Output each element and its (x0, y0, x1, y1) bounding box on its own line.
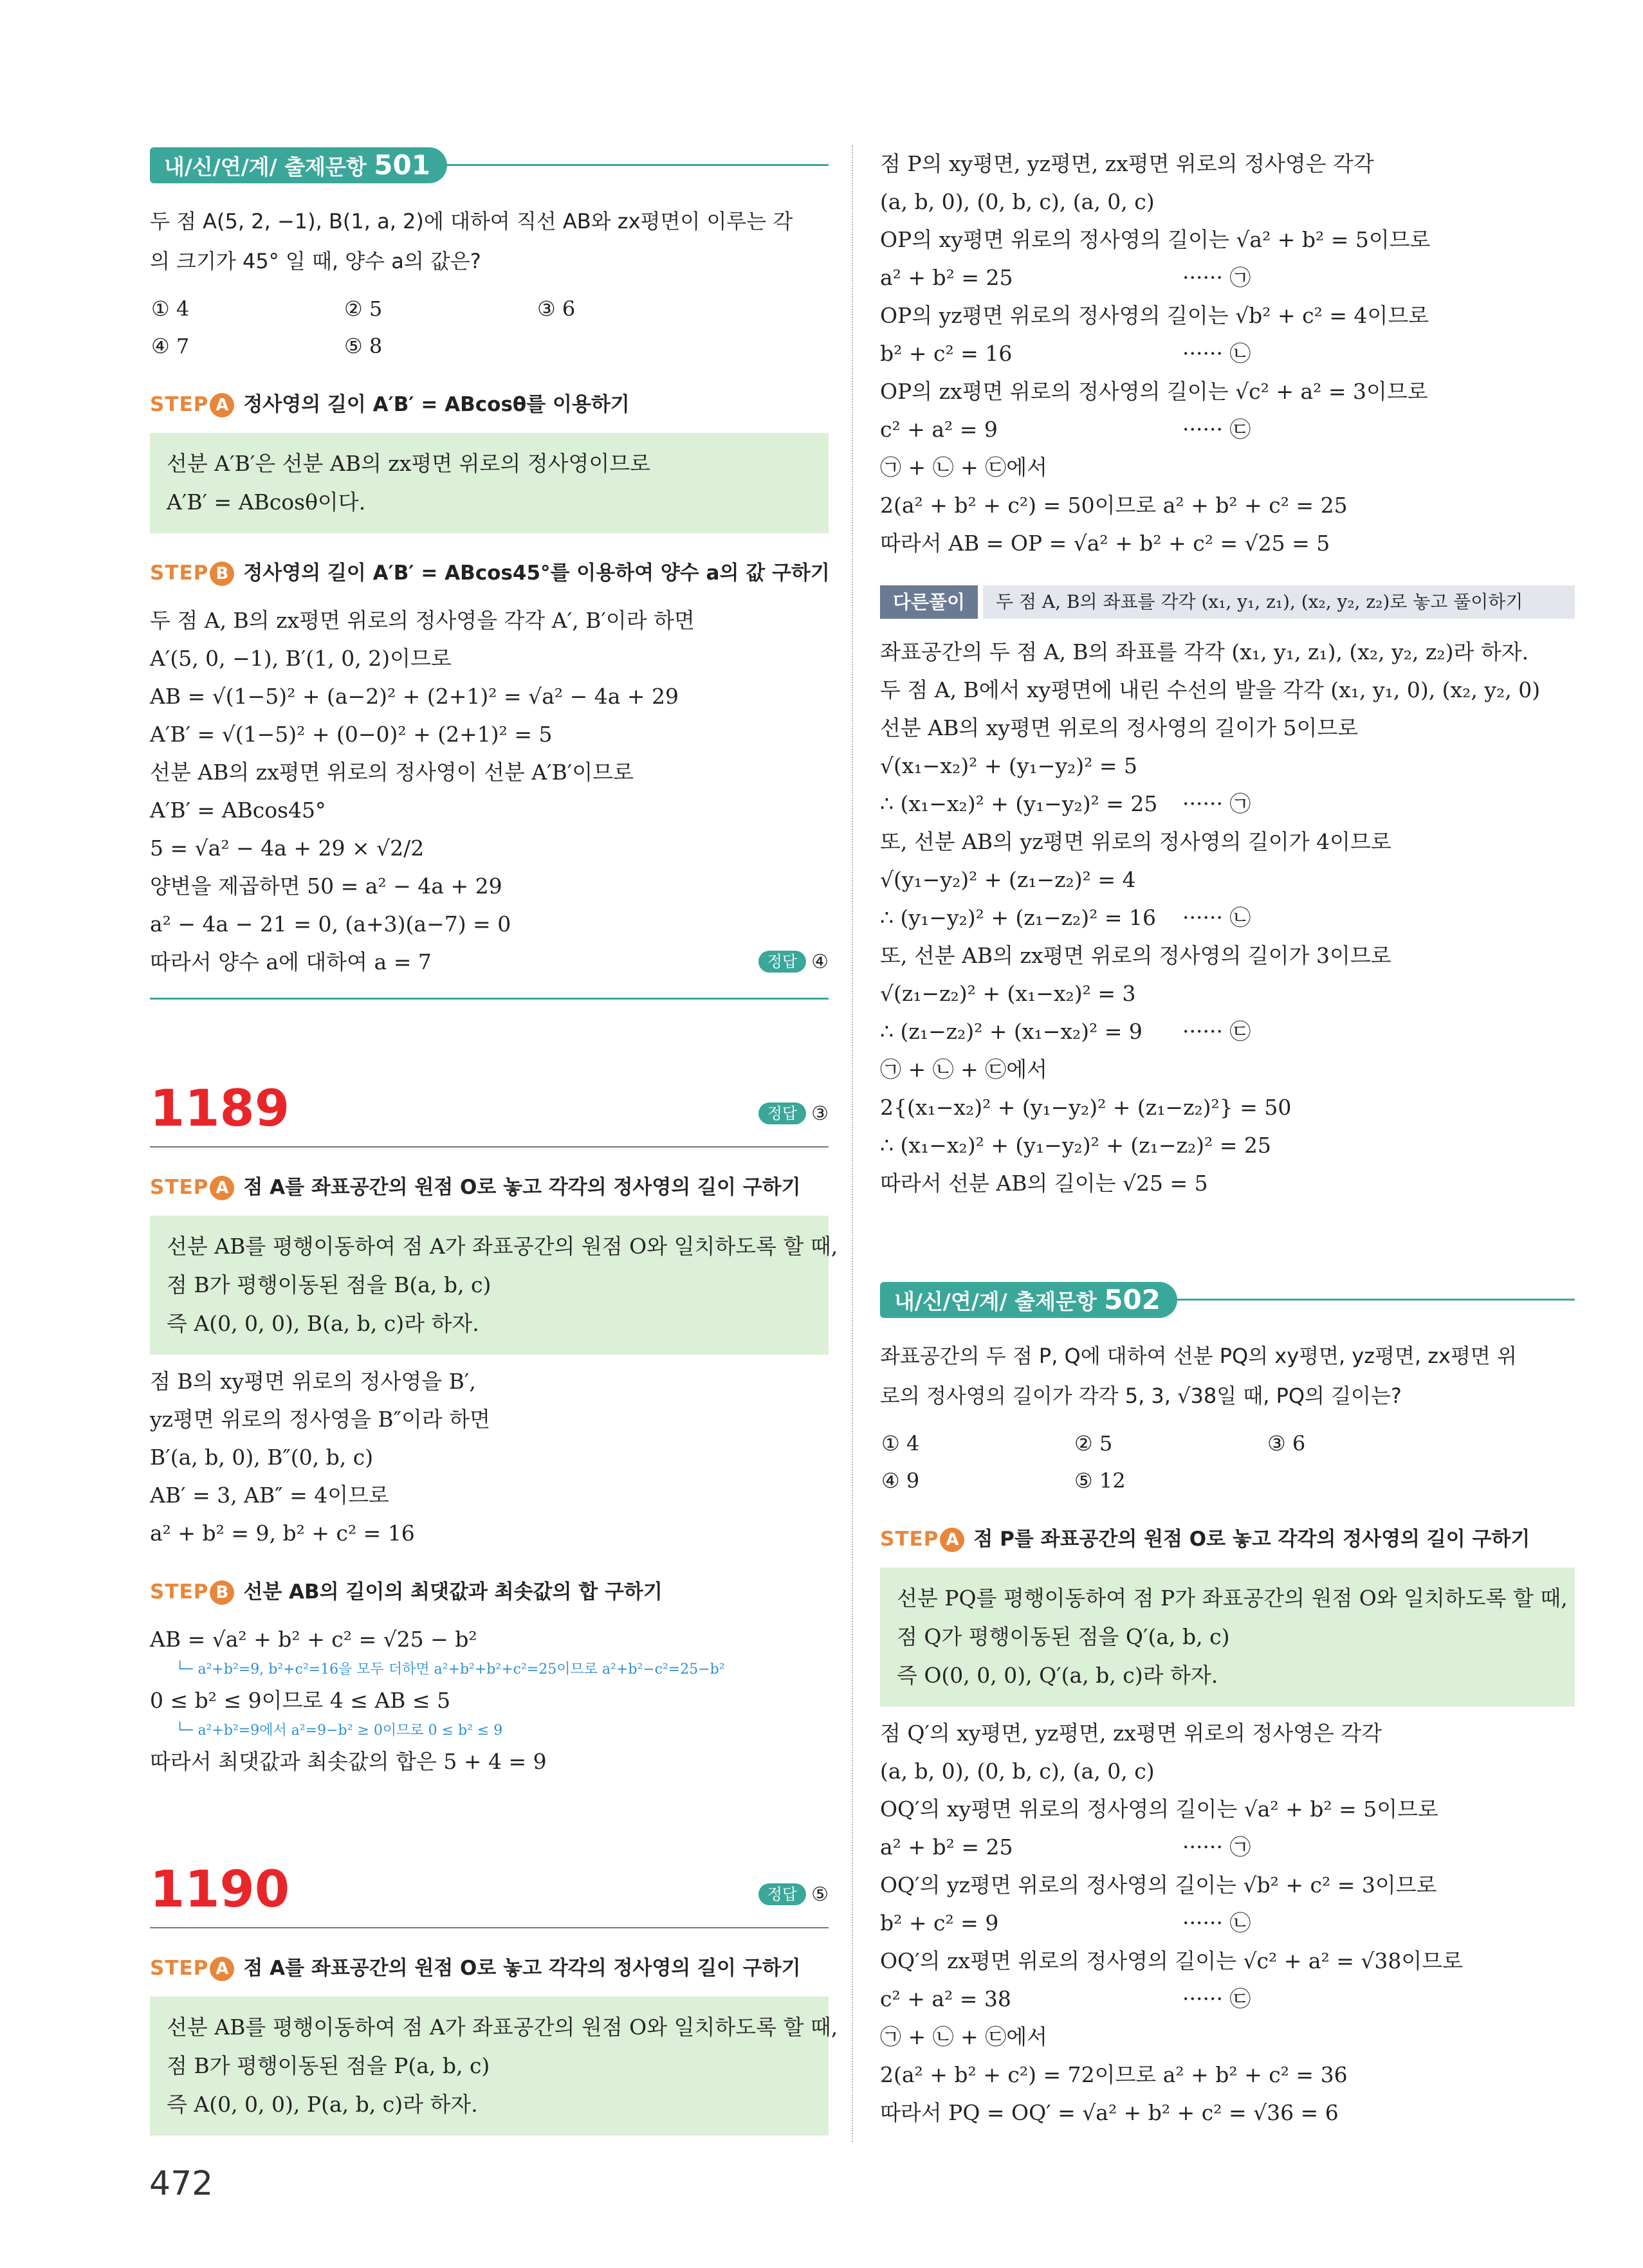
box-line: 즉 O(0, 0, 0), Q′(a, b, c)라 하자. (897, 1663, 1218, 1688)
alternative-solution-tag: 다른풀이 (880, 585, 978, 619)
solution-line (880, 2094, 1575, 2132)
step-label: STEP (880, 1528, 939, 1551)
solution-text: ∴ (x₁−x₂)² + (y₁−y₂)² = 25 (880, 791, 1158, 816)
equation-marker: ······ ㉡ (1182, 341, 1251, 366)
step-label: STEP (150, 562, 209, 585)
problem-1189-header (150, 1077, 829, 1148)
solution-text: ㉠ + ㉡ + ㉢에서 (880, 2024, 1048, 2049)
solution-line (880, 2018, 1575, 2056)
problem-1190-header (150, 1858, 829, 1928)
solution-line (880, 861, 1575, 899)
step-letter-badge: A (210, 1957, 234, 1981)
solution-line: B′(a, b, 0), B″(0, b, c) (150, 1445, 374, 1470)
solution-line (880, 372, 1575, 410)
solution-line: AB = √a² + b² + c² = √25 − b² (150, 1627, 477, 1652)
page-number: 472 (149, 2164, 214, 2203)
solution-text: √(x₁−x₂)² + (y₁−y₂)² = 5 (880, 753, 1137, 778)
solution-line (880, 709, 1575, 747)
solution-text: 선분 AB의 xy평면 위로의 정사영의 길이가 5이므로 (880, 715, 1359, 740)
step-title: 선분 AB의 길이의 최댓값과 최솟값의 합 구하기 (243, 1580, 663, 1604)
answer-value: ⑤ (811, 1883, 829, 1906)
solution-line (880, 671, 1575, 709)
solution-line: A′(5, 0, −1), B′(1, 0, 2)이므로 (150, 646, 452, 671)
step-title: 점 A를 좌표공간의 원점 O로 놓고 각각의 정사영의 길이 구하기 (243, 1176, 801, 1199)
problem-1190-solution (880, 145, 1575, 562)
solution-line: 양변을 제곱하면 50 = a² − 4a + 29 (150, 873, 502, 899)
answer-options (881, 1425, 1575, 1499)
solution-text: c² + a² = 9 (880, 417, 998, 442)
solution-line (880, 785, 1575, 823)
equation-marker: ······ ㉠ (1182, 265, 1251, 290)
step-letter-badge: A (940, 1528, 964, 1552)
solution-text: 점 Q′의 xy평면, yz평면, zx평면 위로의 정사영은 각각 (880, 1721, 1382, 1746)
box-line: A′B′ = ABcosθ이다. (167, 489, 366, 515)
solution-line (880, 297, 1575, 334)
step-letter-badge: A (210, 1176, 234, 1200)
step-letter-badge: B (210, 562, 234, 586)
step-title: 점 A를 좌표공간의 원점 O로 놓고 각각의 정사영의 길이 구하기 (243, 1957, 801, 1980)
solution-text: 두 점 A, B에서 xy평면에 내린 수선의 발을 각각 (x₁, y₁, 0), (x₂, y₂, 0) (880, 677, 1541, 702)
solution-line: yz평면 위로의 정사영을 B″이라 하면 (150, 1407, 490, 1432)
problem-number: 1190 (150, 1861, 290, 1919)
solution-line (880, 1790, 1575, 1828)
solution-line (880, 1050, 1575, 1088)
solution-line (880, 823, 1575, 861)
solution-line (880, 633, 1575, 671)
solution-text: √(y₁−y₂)² + (z₁−z₂)² = 4 (880, 867, 1136, 892)
step-b-heading (150, 555, 829, 591)
solution-text: OP의 yz평면 위로의 정사영의 길이는 √b² + c² = 4이므로 (880, 303, 1429, 328)
solution-line (880, 747, 1575, 785)
solution-line: a² + b² = 9, b² + c² = 16 (150, 1521, 415, 1546)
solution-line (880, 974, 1575, 1012)
solution-text: ∴ (x₁−x₂)² + (y₁−y₂)² + (z₁−z₂)² = 25 (880, 1133, 1271, 1158)
solution-line: 따라서 양수 a에 대하여 a = 7 (150, 949, 432, 974)
solution-line (880, 1714, 1575, 1752)
equation-marker: ······ ㉡ (1182, 905, 1251, 930)
solution-text: 따라서 선분 AB의 길이는 √25 = 5 (880, 1171, 1208, 1196)
answer-badge (758, 943, 829, 981)
equation-marker: ······ ㉢ (1182, 1019, 1251, 1044)
solution-line (880, 937, 1575, 974)
option-2: ② 5 (344, 297, 383, 321)
solution-line: AB′ = 3, AB″ = 4이므로 (150, 1483, 389, 1508)
option-2: ② 5 (1074, 1431, 1113, 1456)
solution-line (880, 410, 1575, 448)
option-5: ⑤ 12 (1074, 1468, 1126, 1493)
alternative-solution (880, 633, 1575, 1202)
alternative-solution-title: 두 점 A, B의 좌표를 각각 (x₁, y₁, z₁), (x₂, y₂, z₂)로 놓고 풀이하기 (983, 585, 1575, 619)
solution-text: ㉠ + ㉡ + ㉢에서 (880, 455, 1048, 480)
solution-line: AB = √(1−5)² + (a−2)² + (2+1)² = √a² − 4a + 29 (150, 684, 679, 709)
step-b-heading (150, 1574, 829, 1610)
solution-text: OQ′의 yz평면 위로의 정사영의 길이는 √b² + c² = 3이므로 (880, 1872, 1437, 1898)
hint-note: └─ a²+b²=9에서 a²=9−b² ≥ 0이므로 0 ≤ b² ≤ 9 (176, 1719, 829, 1742)
option-1: ① 4 (151, 297, 190, 321)
option-3: ③ 6 (537, 297, 576, 321)
problem-number: 1189 (150, 1080, 290, 1138)
option-4: ④ 9 (881, 1468, 920, 1493)
step-title: 정사영의 길이 A′B′ = ABcosθ를 이용하기 (243, 393, 630, 416)
answer-options (151, 290, 829, 365)
solution-text: (a, b, 0), (0, b, c), (a, 0, c) (880, 1759, 1155, 1784)
box-line: 선분 AB를 평행이동하여 점 A가 좌표공간의 원점 O와 일치하도록 할 때, (167, 2015, 838, 2040)
hint-note: └─ a²+b²=9, b²+c²=16을 모두 더하면 a²+b²+b²+c²=25이므로 a²+b²−c²=25−b² (176, 1658, 829, 1681)
solution-line (880, 1012, 1575, 1050)
solution-line: 따라서 최댓값과 최솟값의 합은 5 + 4 = 9 (150, 1749, 547, 1774)
solution-text: 2(a² + b² + c²) = 50이므로 a² + b² + c² = 25 (880, 493, 1348, 518)
box-line: 점 B가 평행이동된 점을 P(a, b, c) (167, 2053, 490, 2078)
step-a-heading (880, 1521, 1575, 1557)
solution-line: A′B′ = √(1−5)² + (0−0)² + (2+1)² = 5 (150, 722, 553, 747)
equation-marker: ······ ㉡ (1182, 1910, 1251, 1935)
concept-box (150, 433, 829, 533)
solution-text: 2(a² + b² + c²) = 72이므로 a² + b² + c² = 36 (880, 2062, 1348, 2087)
solution-line (880, 1752, 1575, 1790)
solution-text: b² + c² = 16 (880, 341, 1013, 366)
solution-line: 5 = √a² − 4a + 29 × √2/2 (150, 836, 425, 861)
box-line: 선분 A′B′은 선분 AB의 zx평면 위로의 정사영이므로 (167, 451, 651, 476)
solution-line (880, 145, 1575, 183)
solution-line (880, 1866, 1575, 1904)
header-rule (150, 1927, 829, 1928)
solution-text: a² + b² = 25 (880, 1834, 1013, 1860)
solution-line (880, 448, 1575, 486)
question-line: 로의 정사영의 길이가 각각 5, 3, √38일 때, PQ의 길이는? (880, 1384, 1402, 1408)
solution-text: 따라서 PQ = OQ′ = √a² + b² + c² = √36 = 6 (880, 2100, 1339, 2125)
solution-text: 2{(x₁−x₂)² + (y₁−y₂)² + (z₁−z₂)²} = 50 (880, 1095, 1292, 1120)
solution-text: b² + c² = 9 (880, 1910, 999, 1935)
answer-value: ③ (811, 1102, 829, 1125)
solution-line (880, 1088, 1575, 1126)
step-label: STEP (150, 1957, 209, 1980)
naesin-501-header (150, 145, 829, 190)
solution-line (880, 899, 1575, 937)
solution-line (880, 221, 1575, 259)
equation-marker: ······ ㉠ (1182, 1834, 1251, 1860)
option-4: ④ 7 (151, 334, 190, 358)
question-line: 좌표공간의 두 점 P, Q에 대하여 선분 PQ의 xy평면, yz평면, zx평면 위 (880, 1344, 1517, 1368)
solution-line: a² − 4a − 21 = 0, (a+3)(a−7) = 0 (150, 911, 511, 937)
box-line: 점 B가 평행이동된 점을 B(a, b, c) (167, 1272, 491, 1297)
solution-line (880, 1980, 1575, 2018)
answer-value: ④ (811, 951, 829, 973)
solution-line: 두 점 A, B의 zx평면 위로의 정사영을 각각 A′, B′이라 하면 (150, 608, 695, 633)
answer-badge (758, 1102, 829, 1125)
solution-final-line (150, 943, 829, 981)
step-title: 정사영의 길이 A′B′ = ABcos45°를 이용하여 양수 a의 값 구하기 (243, 562, 830, 585)
solution-line: A′B′ = ABcos45° (150, 798, 326, 823)
option-5: ⑤ 8 (344, 334, 383, 358)
solution-line (880, 334, 1575, 372)
step-label: STEP (150, 1580, 209, 1604)
solution-text: OQ′의 xy평면 위로의 정사영의 길이는 √a² + b² = 5이므로 (880, 1797, 1438, 1822)
solution-line (880, 1828, 1575, 1866)
box-line: 선분 AB를 평행이동하여 점 A가 좌표공간의 원점 O와 일치하도록 할 때, (167, 1234, 838, 1259)
answer-label: 정답 (758, 951, 806, 973)
solution-text: ∴ (z₁−z₂)² + (x₁−x₂)² = 9 (880, 1019, 1143, 1044)
step-a-heading (150, 387, 829, 423)
concept-box (880, 1568, 1575, 1706)
question-line: 의 크기가 45° 일 때, 양수 a의 값은? (150, 249, 481, 273)
box-line: 선분 PQ를 평행이동하여 점 P가 좌표공간의 원점 O와 일치하도록 할 때, (897, 1586, 1568, 1611)
question-line: 두 점 A(5, 2, −1), B(1, a, 2)에 대하여 직선 AB와 zx평면이 이루는 각 (150, 209, 793, 233)
box-line: 점 Q가 평행이동된 점을 Q′(a, b, c) (897, 1624, 1230, 1649)
answer-label: 정답 (758, 1102, 806, 1124)
option-1: ① 4 (881, 1431, 920, 1456)
solution-line (880, 1942, 1575, 1980)
solution-text: OP의 xy평면 위로의 정사영의 길이는 √a² + b² = 5이므로 (880, 227, 1431, 252)
solution-text: ∴ (y₁−y₂)² + (z₁−z₂)² = 16 (880, 905, 1156, 930)
solution-text: (a, b, 0), (0, b, c), (a, 0, c) (880, 189, 1155, 214)
step-a-heading (150, 1950, 829, 1986)
solution-text: c² + a² = 38 (880, 1986, 1011, 2011)
solution-text: 좌표공간의 두 점 A, B의 좌표를 각각 (x₁, y₁, z₁), (x₂, y₂, z₂)라 하자. (880, 639, 1529, 664)
naesin-502-header (880, 1279, 1575, 1324)
solution-line (880, 524, 1575, 562)
solution-line (880, 259, 1575, 297)
box-line: 즉 A(0, 0, 0), B(a, b, c)라 하자. (167, 1311, 479, 1336)
solution-text: 또, 선분 AB의 zx평면 위로의 정사영의 길이가 3이므로 (880, 943, 1391, 968)
left-column (150, 145, 838, 2143)
solution-text: 또, 선분 AB의 yz평면 위로의 정사영의 길이가 4이므로 (880, 829, 1391, 854)
equation-marker: ······ ㉠ (1182, 791, 1251, 816)
solution-line (880, 1904, 1575, 1942)
step-letter-badge: B (210, 1580, 234, 1605)
naesin-tag: 내/신/연/계/ 출제문항 501 (150, 147, 447, 183)
concept-box (150, 1216, 838, 1355)
step-letter-badge: A (210, 393, 234, 417)
solution-line (880, 486, 1575, 524)
solution-text: a² + b² = 25 (880, 265, 1013, 290)
step-label: STEP (150, 393, 209, 416)
equation-marker: ······ ㉢ (1182, 1986, 1251, 2011)
alternative-solution-header (880, 585, 1575, 619)
solution-line (880, 2056, 1575, 2094)
section-end-rule (150, 998, 829, 1000)
step-a-heading (150, 1169, 829, 1205)
answer-badge (758, 1883, 829, 1906)
solution-line (880, 183, 1575, 221)
solution-line: 0 ≤ b² ≤ 9이므로 4 ≤ AB ≤ 5 (150, 1688, 451, 1713)
header-rule (150, 1146, 829, 1148)
box-line: 즉 A(0, 0, 0), P(a, b, c)라 하자. (167, 2092, 478, 2117)
solution-text: OQ′의 zx평면 위로의 정사영의 길이는 √c² + a² = √38이므로 (880, 1948, 1464, 1973)
right-column (880, 145, 1575, 2132)
solution-line (880, 1164, 1575, 1202)
step-title: 점 P를 좌표공간의 원점 O로 놓고 각각의 정사영의 길이 구하기 (973, 1528, 1530, 1551)
solution-line (880, 1126, 1575, 1164)
concept-box (150, 1997, 838, 2135)
naesin-tag: 내/신/연/계/ 출제문항 502 (880, 1282, 1177, 1318)
solution-text: √(z₁−z₂)² + (x₁−x₂)² = 3 (880, 981, 1136, 1006)
solution-text: OP의 zx평면 위로의 정사영의 길이는 √c² + a² = 3이므로 (880, 379, 1428, 404)
solution-line: 선분 AB의 zx평면 위로의 정사영이 선분 A′B′이므로 (150, 760, 634, 785)
solution-text: 점 P의 xy평면, yz평면, zx평면 위로의 정사영은 각각 (880, 151, 1374, 176)
solution-text: ㉠ + ㉡ + ㉢에서 (880, 1057, 1048, 1082)
step-label: STEP (150, 1176, 209, 1199)
equation-marker: ······ ㉢ (1182, 417, 1251, 442)
question-502-solution (880, 1714, 1575, 2132)
column-divider (852, 145, 853, 2142)
answer-label: 정답 (758, 1883, 806, 1905)
solution-text: 따라서 AB = OP = √a² + b² + c² = √25 = 5 (880, 531, 1330, 556)
solution-line: 점 B의 xy평면 위로의 정사영을 B′, (150, 1369, 476, 1394)
option-3: ③ 6 (1267, 1431, 1306, 1456)
